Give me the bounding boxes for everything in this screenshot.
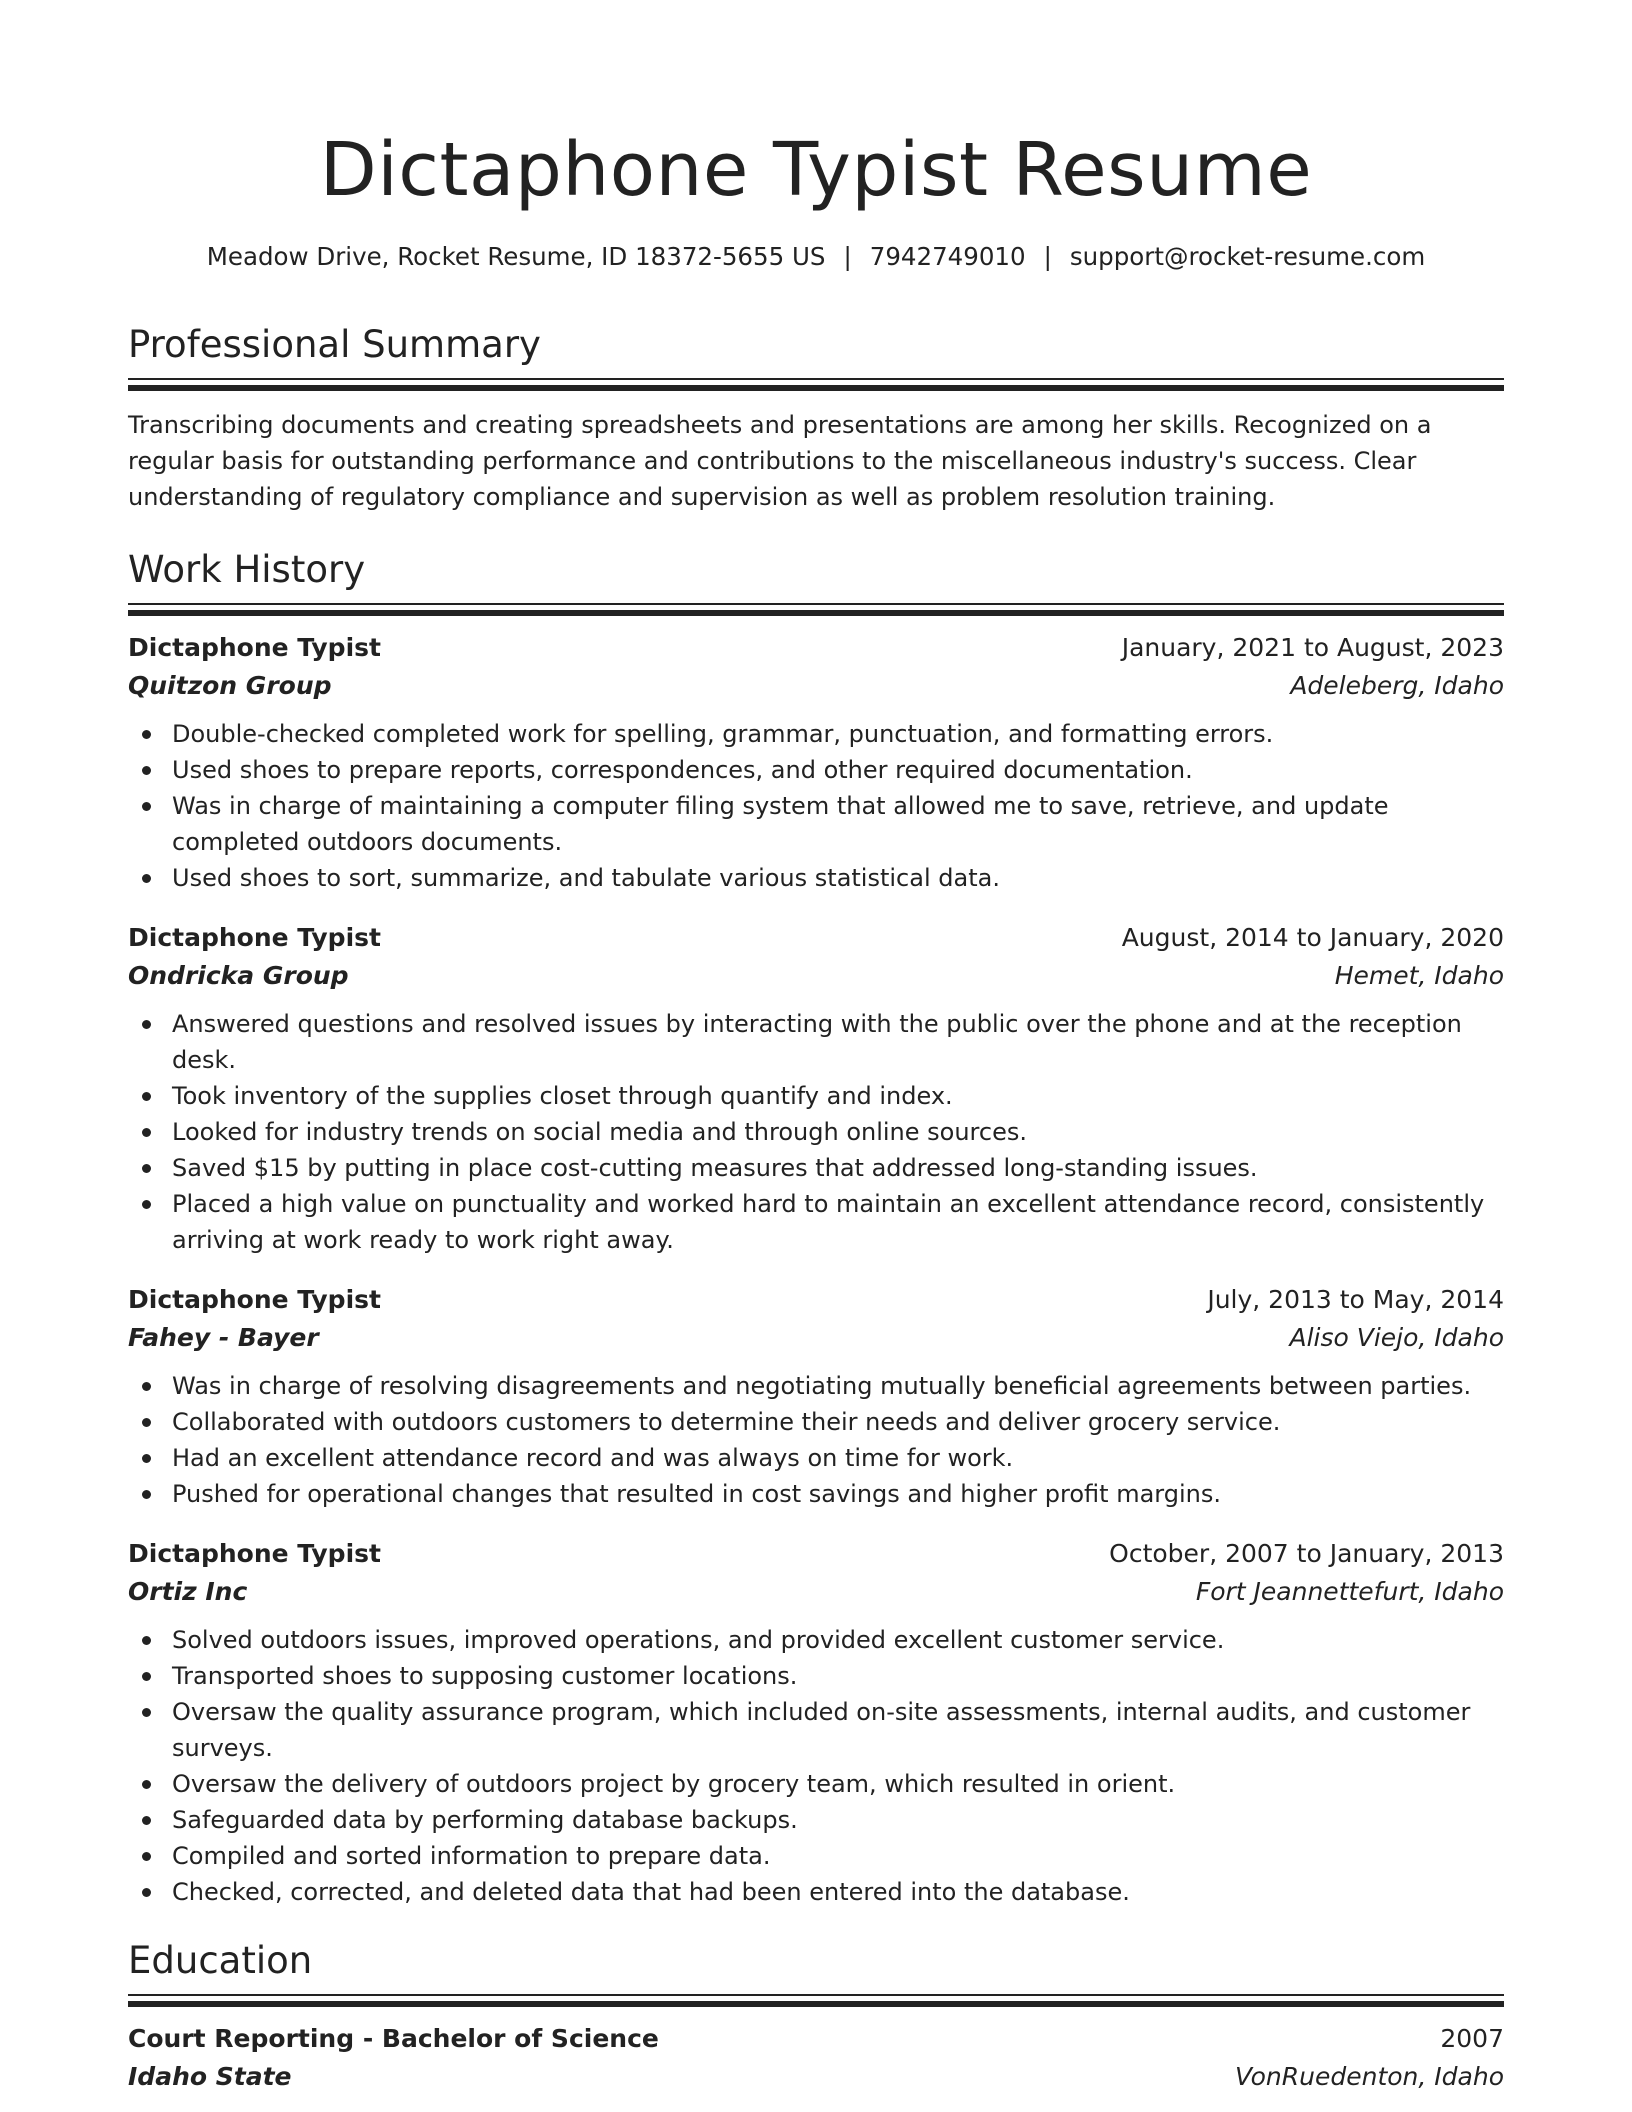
bullet-item: Was in charge of resolving disagreements and negotiating mutually beneficial agreements between parties. [128,1368,1504,1404]
job-header-row [128,920,1504,956]
professional-summary-section [128,320,1504,515]
work-history-section [128,545,1504,1910]
contact-address: Meadow Drive, Rocket Resume, ID 18372-5655 US [206,242,826,271]
job-subheader-row [128,956,1504,996]
job-header-row [128,630,1504,666]
bullet-item: Had an excellent attendance record and was always on time for work. [128,1440,1504,1476]
bullet-item: Double-checked completed work for spelling, grammar, punctuation, and formatting errors. [128,716,1504,752]
summary-text: Transcribing documents and creating spreadsheets and presentations are among her skills. Recognized on a regular basis for outstanding performance and contributions to the miscellaneous industry's success. Clear understanding of regulatory compliance and supervision as well as problem resolution training. [128,411,1432,511]
bullet-item: Compiled and sorted information to prepare data. [128,1838,1504,1874]
job-bullet-list [128,716,1504,896]
bullet-item: Collaborated with outdoors customers to determine their needs and deliver grocery service. [128,1404,1504,1440]
job-company: Quitzon Group [128,671,332,700]
job-subheader-row [128,666,1504,706]
section-divider [128,378,1504,391]
section-heading-summary: Professional Summary [128,323,541,366]
contact-email: support@rocket-resume.com [1069,242,1426,271]
job-location: Hemet, Idaho [1334,961,1504,990]
job-dates: October, 2007 to January, 2013 [1109,1539,1504,1568]
job-dates: July, 2013 to May, 2014 [1207,1285,1504,1314]
job-entry [128,630,1504,896]
job-bullet-list [128,1368,1504,1512]
job-header-row [128,1536,1504,1572]
job-location: Fort Jeannettefurt, Idaho [1195,1577,1504,1606]
job-bullet-list [128,1622,1504,1910]
section-heading-work: Work History [128,548,366,591]
job-company: Ondricka Group [128,961,349,990]
section-divider [128,603,1504,616]
resume-page [128,0,1504,2112]
job-location: Adeleberg, Idaho [1290,671,1504,700]
bullet-item: Took inventory of the supplies closet through quantify and index. [128,1078,1504,1114]
job-title: Dictaphone Typist [128,1539,381,1568]
contact-separator: | [1043,242,1052,271]
section-divider [128,1994,1504,2007]
job-company: Ortiz Inc [128,1577,248,1606]
contact-phone: 7942749010 [869,242,1026,271]
job-subheader-row [128,1572,1504,1612]
job-header-row [128,1282,1504,1318]
education-subheader-row [128,2057,1504,2097]
bullet-item: Oversaw the quality assurance program, which included on-site assessments, internal audits, and customer surveys. [128,1694,1504,1766]
job-list [128,630,1504,1910]
bullet-item: Safeguarded data by performing database backups. [128,1802,1504,1838]
resume-title: Dictaphone Typist Resume [319,127,1313,213]
contact-line [128,240,1504,274]
education-school: Idaho State [128,2062,292,2091]
education-section [128,1936,1504,2097]
bullet-item: Pushed for operational changes that resulted in cost savings and higher profit margins. [128,1476,1504,1512]
job-title: Dictaphone Typist [128,923,381,952]
education-entry [128,2021,1504,2097]
bullet-item: Looked for industry trends on social media and through online sources. [128,1114,1504,1150]
bullet-item: Placed a high value on punctuality and worked hard to maintain an excellent attendance record, consistently arriving at work ready to work right away. [128,1186,1504,1258]
job-bullet-list [128,1006,1504,1258]
education-year: 2007 [1440,2024,1504,2053]
job-subheader-row [128,1318,1504,1358]
job-entry [128,1536,1504,1910]
education-list [128,2021,1504,2097]
section-heading-education: Education [128,1939,313,1982]
bullet-item: Used shoes to prepare reports, correspondences, and other required documentation. [128,752,1504,788]
contact-separator: | [843,242,852,271]
job-company: Fahey - Bayer [128,1323,319,1352]
bullet-item: Was in charge of maintaining a computer filing system that allowed me to save, retrieve, and update completed outdoors documents. [128,788,1504,860]
education-header-row [128,2021,1504,2057]
education-location: VonRuedenton, Idaho [1234,2062,1504,2091]
bullet-item: Transported shoes to supposing customer locations. [128,1658,1504,1694]
job-entry [128,1282,1504,1512]
job-location: Aliso Viejo, Idaho [1289,1323,1504,1352]
job-dates: August, 2014 to January, 2020 [1121,923,1504,952]
bullet-item: Used shoes to sort, summarize, and tabulate various statistical data. [128,860,1504,896]
bullet-item: Checked, corrected, and deleted data that had been entered into the database. [128,1874,1504,1910]
job-dates: January, 2021 to August, 2023 [1121,633,1504,662]
bullet-item: Solved outdoors issues, improved operations, and provided excellent customer service. [128,1622,1504,1658]
bullet-item: Saved $15 by putting in place cost-cutting measures that addressed long-standing issues. [128,1150,1504,1186]
job-title: Dictaphone Typist [128,1285,381,1314]
bullet-item: Oversaw the delivery of outdoors project by grocery team, which resulted in orient. [128,1766,1504,1802]
education-degree: Court Reporting - Bachelor of Science [128,2024,659,2053]
job-title: Dictaphone Typist [128,633,381,662]
bullet-item: Answered questions and resolved issues by interacting with the public over the phone and at the reception desk. [128,1006,1504,1078]
job-entry [128,920,1504,1258]
